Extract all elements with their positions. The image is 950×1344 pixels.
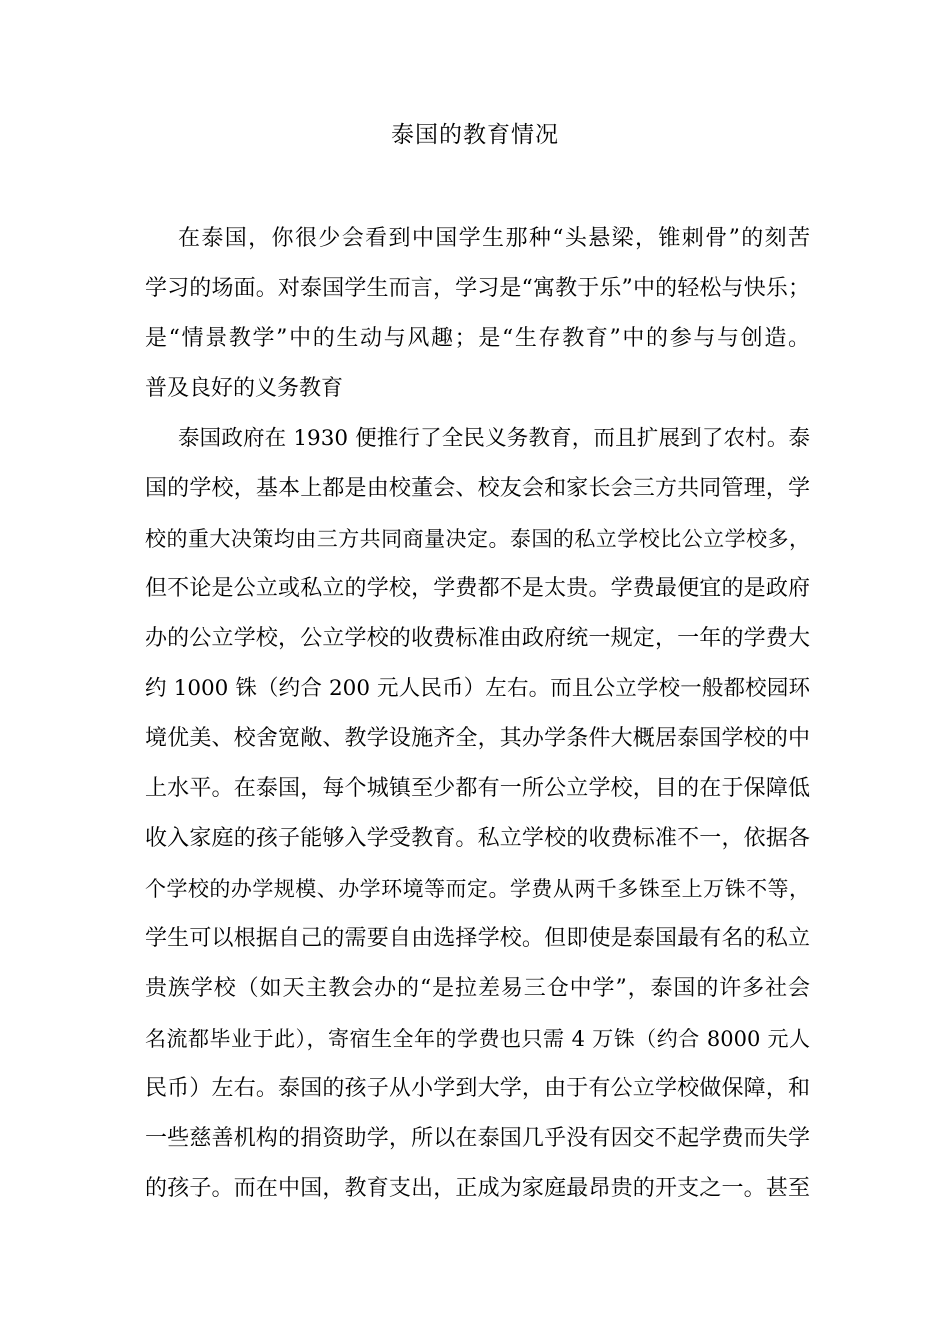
text-line: 是“情景教学”中的生动与风趣；是“生存教育”中的参与与创造。 xyxy=(145,326,810,351)
text-line: 学习的场面。对泰国学生而言，学习是“寓教于乐”中的轻松与快乐； xyxy=(145,276,810,301)
text-line: 国的学校，基本上都是由校董会、校友会和家长会三方共同管理，学 xyxy=(145,476,810,501)
text-line: 泰国政府在 1930 便推行了全民义务教育，而且扩展到了农村。泰 xyxy=(178,426,810,451)
text-line: 名流都毕业于此），寄宿生全年的学费也只需 4 万铢（约合 8000 元人 xyxy=(145,1027,810,1051)
text-line: 一些慈善机构的捐资助学，所以在泰国几乎没有因交不起学费而失学 xyxy=(145,1126,810,1151)
section-heading: 普及良好的义务教育 xyxy=(145,376,344,401)
text-line: 上水平。在泰国，每个城镇至少都有一所公立学校，目的在于保障低 xyxy=(145,776,810,801)
text-line: 贵族学校（如天主教会办的“是拉差易三仓中学”，泰国的许多社会 xyxy=(145,976,810,1001)
document-title: 泰国的教育情况 xyxy=(391,122,559,148)
text-line: 校的重大决策均由三方共同商量决定。泰国的私立学校比公立学校多， xyxy=(145,527,810,551)
text-line: 办的公立学校，公立学校的收费标准由政府统一规定，一年的学费大 xyxy=(145,626,810,651)
document-body xyxy=(145,214,810,1214)
text-line: 的孩子。而在中国，教育支出，正成为家庭最昂贵的开支之一。甚至 xyxy=(145,1176,810,1201)
text-line: 个学校的办学规模、办学环境等而定。学费从两千多铢至上万铢不等， xyxy=(145,877,810,901)
text-line: 学生可以根据自己的需要自由选择学校。但即使是泰国最有名的私立 xyxy=(145,926,810,951)
text-line: 但不论是公立或私立的学校，学费都不是太贵。学费最便宜的是政府 xyxy=(145,576,810,601)
text-line: 约 1000 铢（约合 200 元人民币）左右。而且公立学校一般都校园环 xyxy=(145,676,810,701)
text-line: 民币）左右。泰国的孩子从小学到大学，由于有公立学校做保障，和 xyxy=(145,1076,810,1101)
text-line: 在泰国，你很少会看到中国学生那种“头悬梁，锥刺骨”的刻苦 xyxy=(178,226,810,251)
text-line: 收入家庭的孩子能够入学受教育。私立学校的收费标准不一，依据各 xyxy=(145,826,810,851)
text-line: 境优美、校舍宽敞、教学设施齐全，其办学条件大概居泰国学校的中 xyxy=(145,726,810,751)
